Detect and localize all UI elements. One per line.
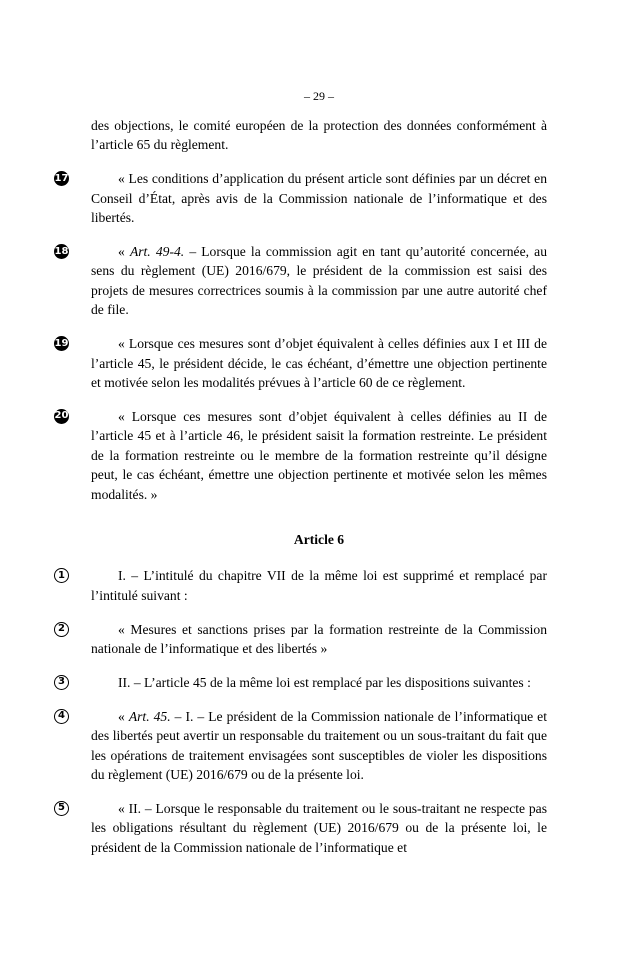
paragraph-marker-5-icon: 5 <box>54 801 69 816</box>
paragraph-3: 3 II. – L’article 45 de la même loi est remplacé par les dispositions suivantes : <box>91 673 547 692</box>
paragraph-marker-19-icon: 19 <box>54 336 69 351</box>
paragraph-marker-20-icon: 20 <box>54 409 69 424</box>
paragraph-marker-18-icon: 18 <box>54 244 69 259</box>
article-heading: Article 6 <box>293 531 345 547</box>
paragraph-marker-1-icon: 1 <box>54 568 69 583</box>
document-body <box>54 116 547 872</box>
article-reference: Art. 45. <box>128 708 171 724</box>
paragraph-marker-17-icon: 17 <box>54 171 69 186</box>
article-reference: Art. 49-4. <box>129 244 185 260</box>
paragraph-5: 5 « II. – Lorsque le responsable du traitement ou le sous-traitant ne respecte pas les obligations résultant du règlement (UE) 2016/679 ou de la présente loi, le président de la Commission nationale de l’informatique et <box>91 799 547 857</box>
page-number: – 29 – <box>304 89 334 103</box>
paragraph-continuation: des objections, le comité européen de la protection des données conformément à l’article 65 du règlement. <box>91 118 547 153</box>
paragraph-4: 4 « Art. 45. – I. – Le président de la Commission nationale de l’informatique et des libertés peut avertir un responsable du traitement ou un sous-traitant du fait que les opérations de traitement envisagées sont susceptibles de violer les dispositions du règlement (UE) 2016/679 ou de la présente loi. <box>91 707 547 785</box>
paragraph-marker-2-icon: 2 <box>54 622 69 637</box>
paragraph-19: 19 « Lorsque ces mesures sont d’objet équivalent à celles définies aux I et III de l’article 45, le président décide, le cas échéant, d’émettre une objection pertinente et motivée selon les modalités prévues à l’article 60 de ce règlement. <box>54 336 547 390</box>
paragraph-2: 2 « Mesures et sanctions prises par la formation restreinte de la Commission nationale de l’informatique et des libertés » <box>91 620 547 659</box>
paragraph-marker-4-icon: 4 <box>54 709 69 724</box>
paragraph-20: 20 « Lorsque ces mesures sont d’objet équivalent à celles définies au II de l’article 45 et à l’article 46, le président saisit la formation restreinte. Le président de la formation restreinte ou le membre de la formation restreinte qu’il désigne peut, le cas échéant, émettre une objection pertinente et motivée selon les mêmes modalités. » <box>54 408 547 502</box>
paragraph-18: 18 « Art. 49-4. – Lorsque la commission agit en tant qu’autorité concernée, au sens du règlement (UE) 2016/679, le président de la commission est saisi des projets de mesures correctrices soumis à la commission par une autre autorité chef de file. <box>54 244 547 318</box>
paragraph-marker-3-icon: 3 <box>54 675 69 690</box>
paragraph-1: 1 I. – L’intitulé du chapitre VII de la même loi est supprimé et remplacé par l’intitulé suivant : <box>91 566 547 605</box>
paragraph-17: 17 « Les conditions d’application du présent article sont définies par un décret en Conseil d’État, après avis de la Commission nationale de l’informatique et des libertés. <box>54 171 547 226</box>
